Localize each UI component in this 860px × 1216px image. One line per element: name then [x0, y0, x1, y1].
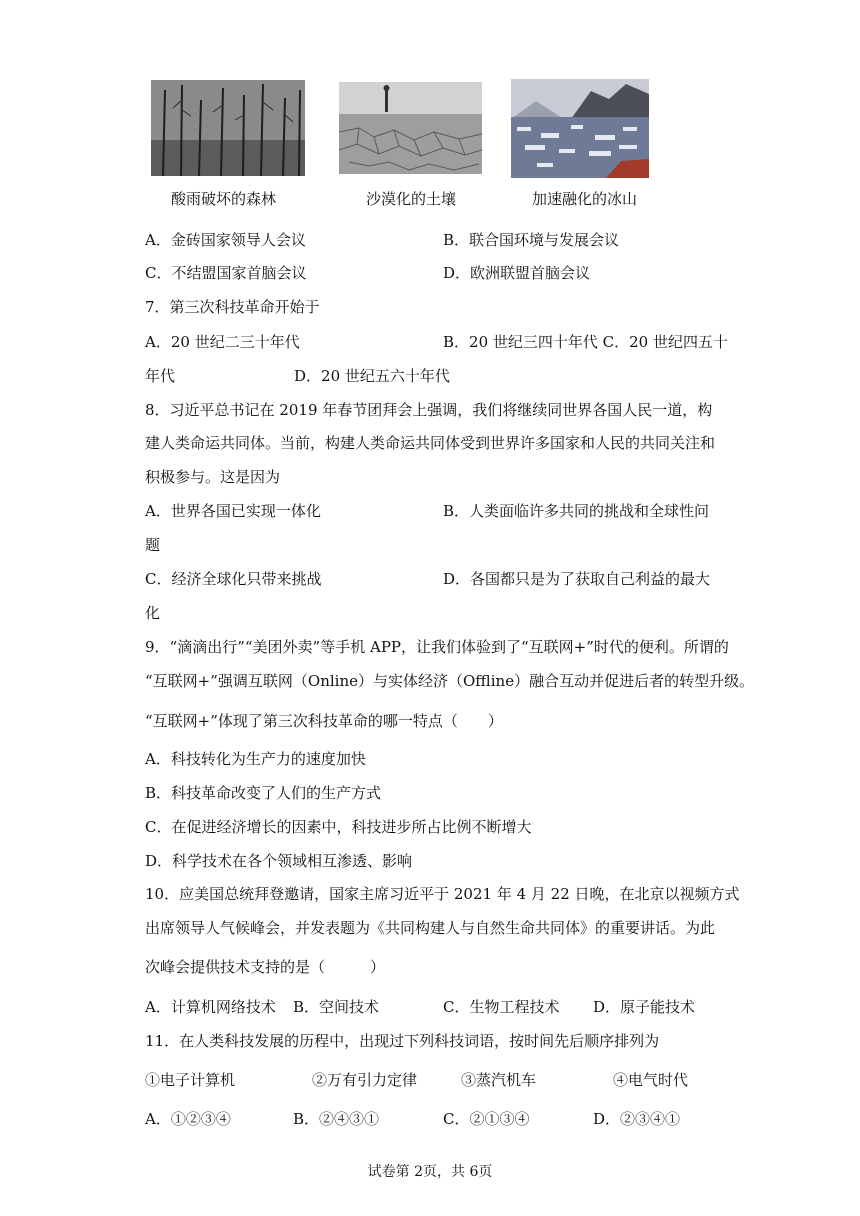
- q9-option-a: A．科技转化为生产力的速度加快: [145, 750, 366, 768]
- q9-stem: 9．“滴滴出行”“美团外卖”等手机 APP，让我们体验到了“互联网+”时代的便利。所谓的: [145, 638, 729, 656]
- q11-item-1: ①电子计算机: [145, 1071, 236, 1089]
- q9-stem: “互联网+”强调互联网（Online）与实体经济（Offline）融合互动并促进后者的转型升级。: [145, 672, 755, 690]
- q8-option-c: C．经济全球化只带来挑战: [145, 570, 322, 588]
- q8-option-d: D．各国都只是为了获取自己利益的最大: [443, 570, 711, 588]
- q11-stem: 11．在人类科技发展的历程中，出现过下列科技词语，按时间先后顺序排列为: [145, 1032, 660, 1050]
- q7-option-b: B．20 世纪三四十年代 C．20 世纪四五十: [443, 333, 728, 351]
- q10-stem: 出席领导人气候峰会，并发表题为《共同构建人与自然生命共同体》的重要讲话。为此: [145, 919, 716, 937]
- q11-item-3: ③蒸汽机车: [461, 1071, 537, 1089]
- forest-photo: [151, 80, 305, 176]
- desert-photo: [339, 82, 482, 174]
- q10-stem: 10．应美国总统拜登邀请，国家主席习近平于 2021 年 4 月 22 日晚，在北京以视频方式: [145, 885, 740, 903]
- q6-option-d: D．欧洲联盟首脑会议: [443, 264, 591, 282]
- q9-option-d: D．科学技术在各个领域相互渗透、影响: [145, 852, 413, 870]
- q10-stem: 次峰会提供技术支持的是（ ）: [145, 958, 386, 976]
- q11-option-b: B．②④③①: [293, 1110, 380, 1128]
- q10-option-c: C．生物工程技术: [443, 998, 560, 1016]
- q7-stem: 7．第三次科技革命开始于: [145, 298, 320, 316]
- figure-caption: 酸雨破坏的森林: [171, 190, 277, 208]
- q8-stem: 建人类命运共同体。当前，构建人类命运共同体受到世界许多国家和人民的共同关注和: [145, 434, 716, 452]
- q8-stem: 积极参与。这是因为: [145, 468, 281, 486]
- q11-option-c: C．②①③④: [443, 1110, 530, 1128]
- q9-option-c: C．在促进经济增长的因素中，科技进步所占比例不断增大: [145, 818, 532, 836]
- q8-option-b-cont: 题: [145, 536, 161, 554]
- q10-option-d: D．原子能技术: [593, 998, 696, 1016]
- figure-caption: 沙漠化的土壤: [366, 190, 457, 208]
- q7-option-a: A．20 世纪二三十年代: [145, 333, 300, 351]
- q8-option-d-cont: 化: [145, 604, 161, 622]
- q9-option-b: B．科技革命改变了人们的生产方式: [145, 784, 382, 802]
- q11-item-4: ④电气时代: [613, 1071, 689, 1089]
- q7-option-c-cont: 年代: [145, 367, 176, 385]
- q8-option-b: B．人类面临许多共同的挑战和全球性问: [443, 502, 710, 520]
- q6-option-a: A．金砖国家领导人会议: [145, 231, 306, 249]
- q9-stem: “互联网+”体现了第三次科技革命的哪一特点（ ）: [145, 712, 503, 730]
- q8-stem: 8．习近平总书记在 2019 年春节团拜会上强调，我们将继续同世界各国人民一道，构: [145, 401, 713, 419]
- q6-option-c: C．不结盟国家首脑会议: [145, 264, 307, 282]
- q11-option-d: D．②③④①: [593, 1110, 681, 1128]
- iceberg-photo: [511, 79, 649, 178]
- figure-caption: 加速融化的冰山: [532, 190, 638, 208]
- q7-option-d: D．20 世纪五六十年代: [294, 367, 450, 385]
- q11-item-2: ②万有引力定律: [312, 1071, 418, 1089]
- q6-option-b: B．联合国环境与发展会议: [443, 231, 620, 249]
- q11-option-a: A．①②③④: [145, 1110, 231, 1128]
- q10-option-a: A．计算机网络技术: [145, 998, 276, 1016]
- q10-option-b: B．空间技术: [293, 998, 380, 1016]
- page-footer: 试卷第 2页，共 6页: [367, 1164, 493, 1180]
- q8-option-a: A．世界各国已实现一体化: [145, 502, 321, 520]
